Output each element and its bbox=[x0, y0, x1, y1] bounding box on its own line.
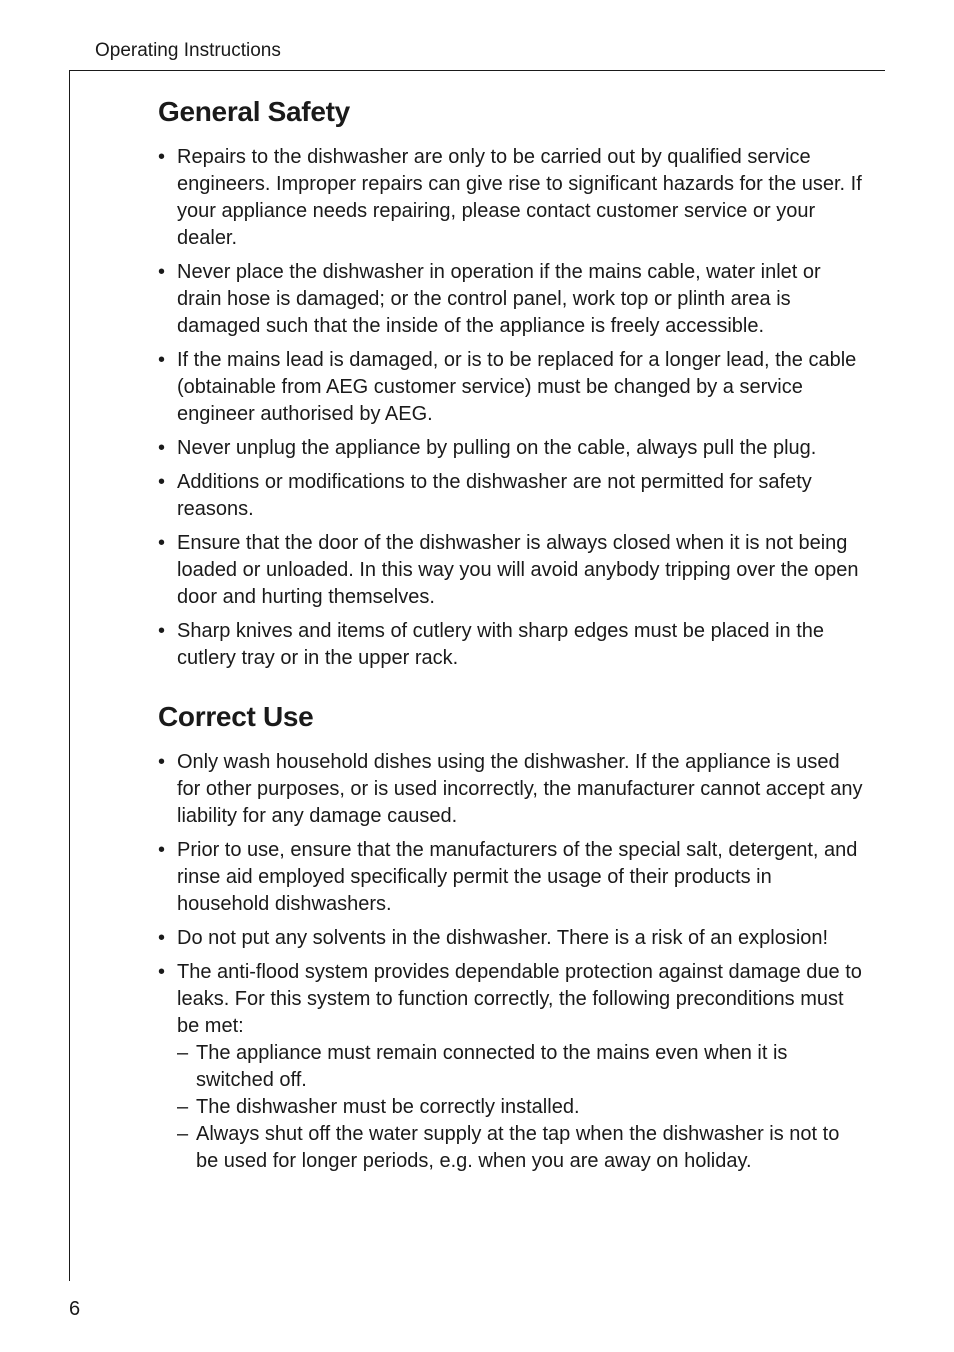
list-item: • The anti-flood system provides dependable protection against damage due to leaks. For this system to function correctly, the following preconditions must be met: – The appliance must remain connected to the mains even when it is switched off. – The dishwasher must be correctly installed. – Always shut off the water supply at the tap when the dishwasher is not to be used for longer periods, e.g. when you are away on holiday. bbox=[158, 959, 863, 1175]
left-margin-rule bbox=[69, 70, 70, 1281]
top-rule bbox=[69, 70, 885, 71]
list-item: • Prior to use, ensure that the manufacturers of the special salt, detergent, and rinse aid employed specifically permit the usage of their products in household dishwashers. bbox=[158, 839, 858, 915]
list-item: • Do not put any solvents in the dishwasher. There is a risk of an explosion! bbox=[158, 925, 863, 952]
bullet-icon: • bbox=[158, 620, 166, 642]
section-heading-correct-use: Correct Use bbox=[158, 701, 314, 732]
bullet-icon: • bbox=[158, 961, 166, 983]
list-item: • Repairs to the dishwasher are only to be carried out by qualified service engineers. Improper repairs can give rise to significant hazards for the user. If your appliance needs repairing, please contact customer service or your dealer. bbox=[158, 146, 862, 249]
bullet-icon: • bbox=[158, 261, 166, 283]
sub-list-item: – The appliance must remain connected to the mains even when it is switched off. bbox=[177, 1042, 788, 1091]
bullet-icon: • bbox=[158, 751, 166, 773]
list-item: • Never unplug the appliance by pulling on the cable, always pull the plug. bbox=[158, 435, 863, 462]
bullet-icon: • bbox=[158, 839, 166, 861]
dash-icon: – bbox=[177, 1096, 189, 1118]
list-item: • Additions or modifications to the dishwasher are not permitted for safety reasons. bbox=[158, 471, 812, 520]
page-number: 6 bbox=[69, 1298, 81, 1320]
sub-list-item: – Always shut off the water supply at the tap when the dishwasher is not to be used for longer periods, e.g. when you are away on holiday. bbox=[177, 1123, 840, 1172]
dash-icon: – bbox=[177, 1042, 189, 1064]
page-content bbox=[158, 93, 863, 1182]
bullet-icon: • bbox=[158, 471, 166, 493]
dash-icon: – bbox=[177, 1123, 189, 1145]
bullet-icon: • bbox=[158, 349, 166, 371]
list-item: • Only wash household dishes using the dishwasher. If the appliance is used for other purposes, or is used incorrectly, the manufacturer cannot accept any liability for any damage caused. bbox=[158, 751, 863, 827]
list-item: • Never place the dishwasher in operation if the mains cable, water inlet or drain hose is damaged; or the control panel, work top or plinth area is damaged such that the inside of the appliance is freely accessible. bbox=[158, 261, 821, 337]
list-item: • Ensure that the door of the dishwasher is always closed when it is not being loaded or unloaded. In this way you will avoid anybody tripping over the open door and hurting themselves. bbox=[158, 532, 859, 608]
list-item: • If the mains lead is damaged, or is to be replaced for a longer lead, the cable (obtainable from AEG customer service) must be changed by a service engineer authorised by AEG. bbox=[158, 349, 857, 425]
sub-list-item: – The dishwasher must be correctly installed. bbox=[177, 1094, 863, 1121]
bullet-icon: • bbox=[158, 437, 166, 459]
list-item: • Sharp knives and items of cutlery with sharp edges must be placed in the cutlery tray or in the upper rack. bbox=[158, 620, 825, 669]
bullet-icon: • bbox=[158, 927, 166, 949]
bullet-icon: • bbox=[158, 532, 166, 554]
running-head: Operating Instructions bbox=[95, 40, 281, 61]
precondition-list bbox=[177, 1040, 863, 1175]
section-heading-general-safety: General Safety bbox=[158, 96, 350, 127]
general-safety-list bbox=[158, 144, 863, 672]
bullet-icon: • bbox=[158, 146, 166, 168]
correct-use-list bbox=[158, 749, 863, 1175]
